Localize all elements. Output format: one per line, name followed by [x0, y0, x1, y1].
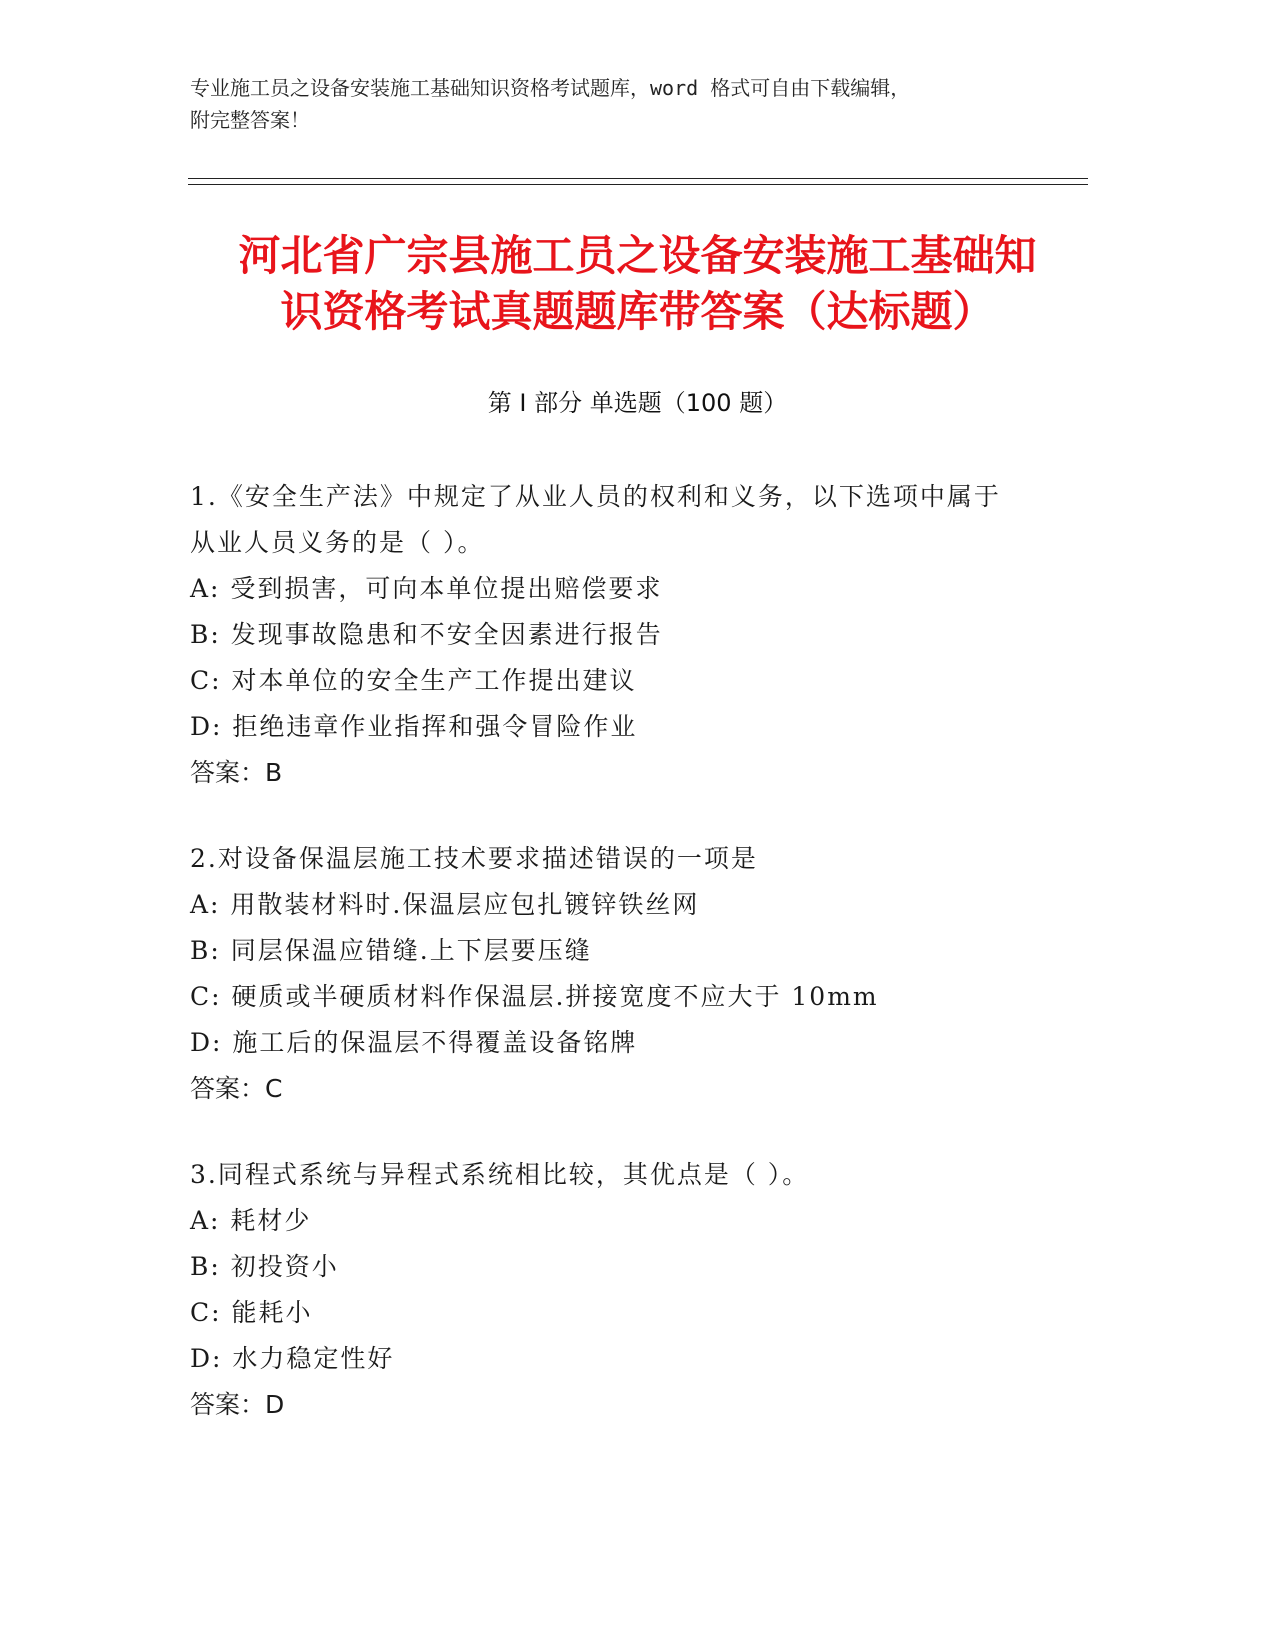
option-c: C: 能耗小	[190, 1298, 313, 1327]
option-d: D: 施工后的保温层不得覆盖设备铭牌	[190, 1028, 638, 1057]
document-title-line-2: 识资格考试真题题库带答案（达标题）	[280, 287, 995, 336]
question-stem-line: 从业人员义务的是（ ）。	[190, 528, 485, 557]
question-stem-line: 3.同程式系统与异程式系统相比较，其优点是（ ）。	[190, 1160, 810, 1189]
header-rule-bottom	[188, 184, 1088, 185]
option-a: A: 耗材少	[190, 1206, 312, 1235]
option-a: A: 用散装材料时.保温层应包扎镀锌铁丝网	[190, 890, 700, 919]
header-note	[190, 72, 1090, 136]
answer: 答案：C	[190, 1074, 283, 1103]
option-b: B: 发现事故隐患和不安全因素进行报告	[190, 620, 663, 649]
section-title: 第 I 部分 单选题（100 题）	[487, 389, 788, 417]
option-c: C: 对本单位的安全生产工作提出建议	[190, 666, 637, 695]
question-2	[190, 836, 1090, 1112]
document-title-line-1: 河北省广宗县施工员之设备安装施工基础知	[238, 231, 1037, 280]
option-d: D: 拒绝违章作业指挥和强令冒险作业	[190, 712, 638, 741]
option-b: B: 初投资小	[190, 1252, 339, 1281]
question-1	[190, 474, 1090, 796]
header-note-line-2: 附完整答案！	[190, 108, 310, 132]
answer: 答案：D	[190, 1390, 285, 1419]
option-d: D: 水力稳定性好	[190, 1344, 395, 1373]
question-stem-line: 1.《安全生产法》中规定了从业人员的权利和义务，以下选项中属于	[190, 482, 1001, 511]
header-note-line-1: 专业施工员之设备安装施工基础知识资格考试题库，word 格式可自由下载编辑，	[190, 76, 911, 100]
question-stem-line: 2.对设备保温层施工技术要求描述错误的一项是	[190, 844, 758, 873]
question-list	[190, 474, 1090, 1468]
answer: 答案：B	[190, 758, 283, 787]
question-3	[190, 1152, 1090, 1428]
option-a: A: 受到损害，可向本单位提出赔偿要求	[190, 574, 663, 603]
option-c: C: 硬质或半硬质材料作保温层.拼接宽度不应大于 10mm	[190, 982, 879, 1011]
document-title	[150, 228, 1125, 340]
option-b: B: 同层保温应错缝.上下层要压缝	[190, 936, 592, 965]
header-rule-top	[188, 178, 1088, 179]
